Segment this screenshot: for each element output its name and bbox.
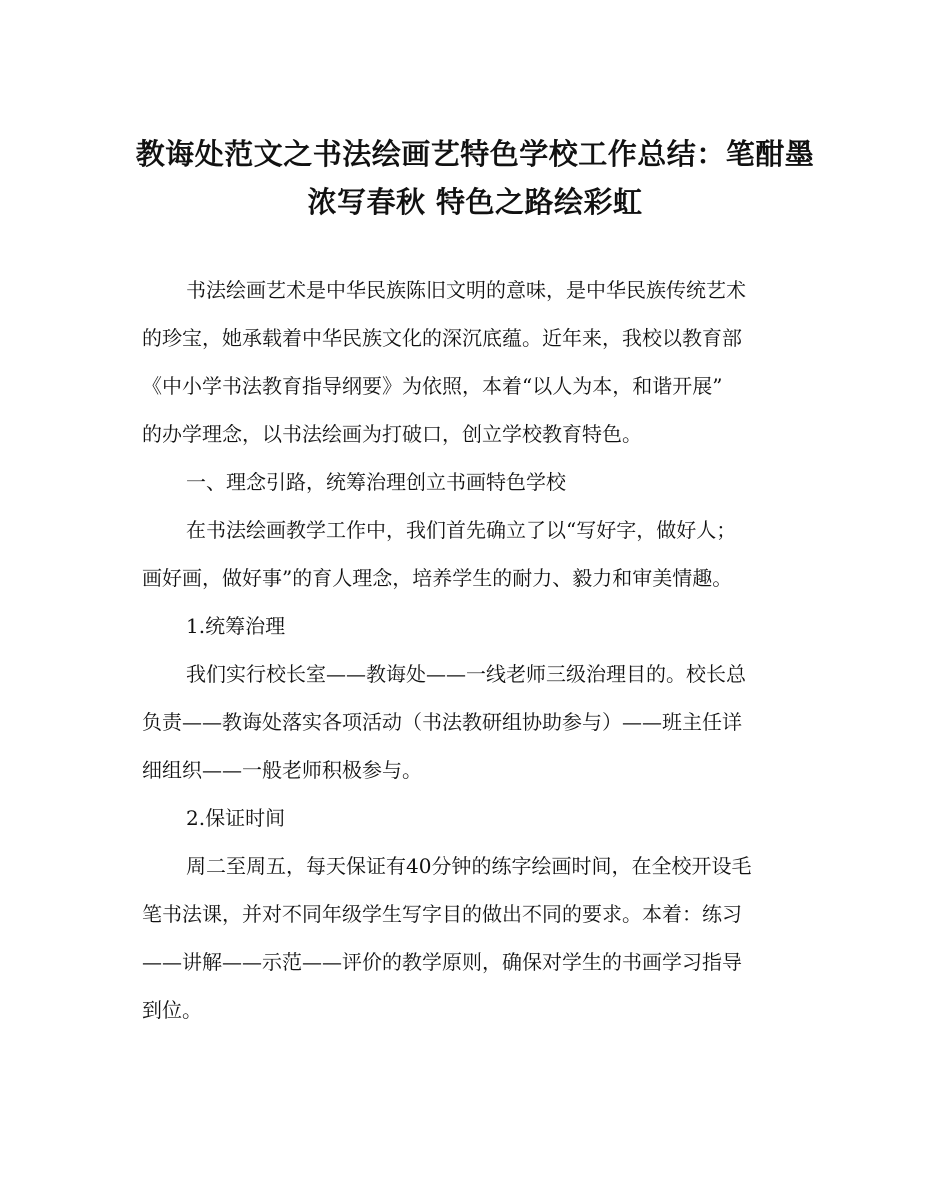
title-line-1: 教诲处范文之书法绘画艺特色学校工作总结：笔酣墨: [135, 137, 815, 171]
title-line-2: 浓写春秋 特色之路绘彩虹: [307, 185, 643, 219]
document-body: [142, 266, 810, 1034]
paragraph-intro-line-2: 的珍宝，她承载着中华民族文化的深沉底蕴。近年来，我校以教育部: [142, 326, 742, 350]
paragraph-intro-line-3: 《中小学书法教育指导纲要》为依照，本着“以人为本，和谐开展”: [142, 374, 723, 398]
paragraph-philosophy-line-1: 在书法绘画教学工作中，我们首先确立了以“写好字，做好人；: [186, 518, 737, 542]
subheading-overall-management: 1.统筹治理: [186, 614, 286, 638]
paragraph-management-line-1: 我们实行校长室——教诲处——一线老师三级治理目的。校长总: [186, 662, 746, 686]
paragraph-intro-line-1: 书法绘画艺术是中华民族陈旧文明的意味，是中华民族传统艺术: [186, 278, 746, 302]
document-title: [110, 130, 840, 226]
paragraph-intro-line-4: 的办学理念，以书法绘画为打破口，创立学校教育特色。: [142, 422, 642, 446]
paragraph-philosophy-line-2: 画好画，做好事”的育人理念，培养学生的耐力、毅力和审美情趣。: [142, 566, 733, 590]
paragraph-management-line-3: 细组织——一般老师积极参与。: [142, 758, 422, 782]
paragraph-management-line-2: 负责——教诲处落实各项活动（书法教研组协助参与）——班主任详: [142, 710, 742, 734]
paragraph-time-line-4: 到位。: [142, 998, 202, 1022]
section-heading-1: 一、理念引路，统筹治理创立书画特色学校: [186, 470, 566, 494]
paragraph-time-line-3: ——讲解——示范——评价的教学原则，确保对学生的书画学习指导: [142, 950, 742, 974]
paragraph-time-line-1: 周二至周五，每天保证有40分钟的练字绘画时间，在全校开设毛: [186, 854, 752, 878]
paragraph-time-line-2: 笔书法课，并对不同年级学生写字目的做出不同的要求。本着：练习: [142, 902, 742, 926]
subheading-ensure-time: 2.保证时间: [186, 806, 286, 830]
